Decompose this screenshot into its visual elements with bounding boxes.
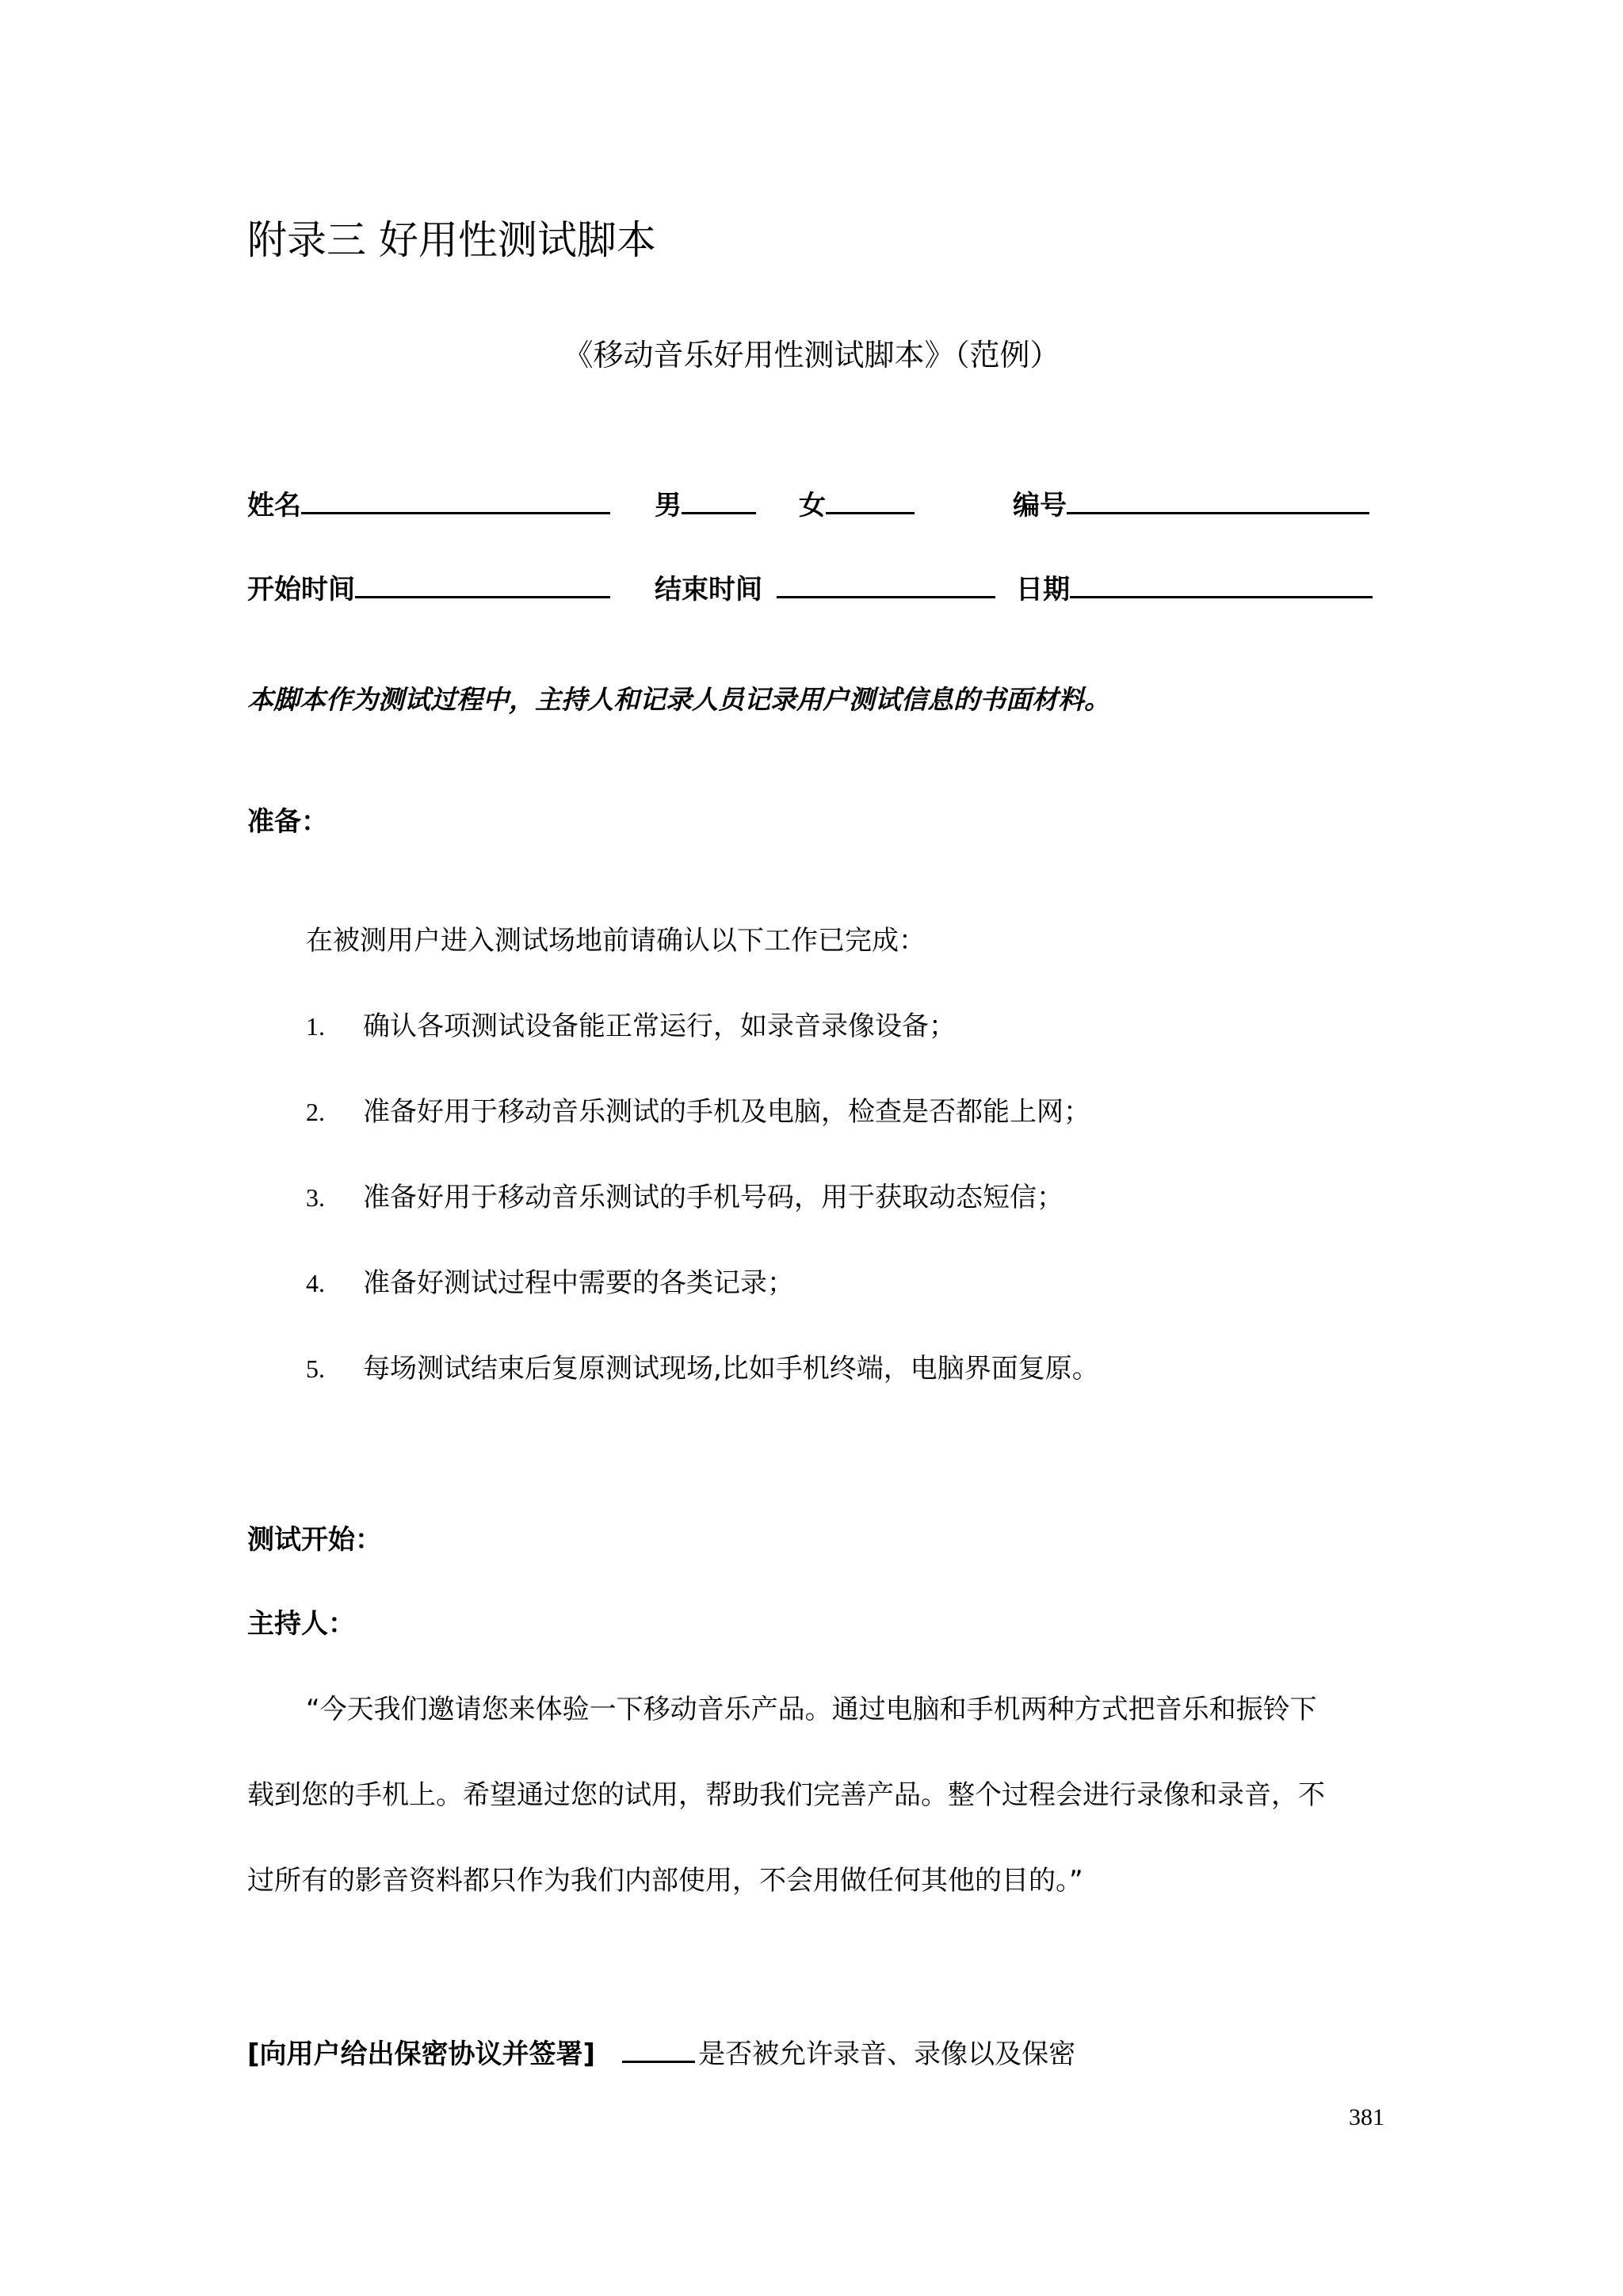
end-time-field <box>655 564 995 609</box>
script-subtitle: 《移动音乐好用性测试脚本》（范例） <box>563 338 1060 372</box>
male-blank[interactable] <box>682 480 756 514</box>
list-number: 3. <box>306 1183 325 1212</box>
id-field <box>1013 480 1369 525</box>
date-field <box>1016 564 1373 609</box>
prep-intro: 在被测用户进入测试场地前请确认以下工作已完成： <box>306 925 926 957</box>
female-blank[interactable] <box>826 480 915 514</box>
list-item: 确认各项测试设备能正常运行，如录音录像设备； <box>363 1010 956 1042</box>
host-script-line: “今天我们邀请您来体验一下移动音乐产品。通过电脑和手机两种方式把音乐和振铃下 <box>306 1694 1317 1725</box>
host-label: 主持人： <box>247 1608 355 1640</box>
list-number: 1. <box>306 1012 325 1041</box>
list-number: 2. <box>306 1098 325 1126</box>
page-title: 附录三 好用性测试脚本 <box>247 217 656 263</box>
list-item: 每场测试结束后复原测试现场,比如手机终端，电脑界面复原。 <box>363 1353 1099 1385</box>
id-label: 编号 <box>1013 490 1067 521</box>
name-label: 姓名 <box>247 490 301 521</box>
agreement-check-text: 是否被允许录音、录像以及保密 <box>698 2038 1076 2070</box>
date-label: 日期 <box>1016 574 1070 606</box>
agreement-row <box>247 2032 1075 2074</box>
name-blank[interactable] <box>301 480 610 514</box>
id-blank[interactable] <box>1067 480 1369 514</box>
date-blank[interactable] <box>1070 564 1373 598</box>
host-script-line: 过所有的影音资料都只作为我们内部使用，不会用做任何其他的目的。” <box>247 1865 1083 1897</box>
start-time-label: 开始时间 <box>247 574 355 606</box>
end-time-blank[interactable] <box>777 564 995 598</box>
list-number: 4. <box>306 1269 325 1297</box>
agreement-action: [向用户给出保密协议并签署] <box>247 2038 596 2070</box>
list-number: 5. <box>306 1354 325 1383</box>
prep-heading: 准备： <box>247 806 328 838</box>
start-time-field <box>247 564 610 609</box>
test-start-heading: 测试开始： <box>247 1524 382 1556</box>
list-item: 准备好测试过程中需要的各类记录； <box>363 1267 794 1299</box>
male-label: 男 <box>655 490 682 521</box>
host-script-line: 载到您的手机上。希望通过您的试用，帮助我们完善产品。整个过程会进行录像和录音，不 <box>247 1779 1325 1811</box>
female-field <box>799 480 915 525</box>
agreement-check-blank[interactable] <box>622 2032 695 2063</box>
script-note: 本脚本作为测试过程中，主持人和记录人员记录用户测试信息的书面材料。 <box>247 684 1110 715</box>
male-field <box>655 480 756 525</box>
page-number: 381 <box>1349 2104 1384 2130</box>
start-time-blank[interactable] <box>355 564 610 598</box>
end-time-label: 结束时间 <box>655 574 762 606</box>
list-item: 准备好用于移动音乐测试的手机号码，用于获取动态短信； <box>363 1182 1064 1213</box>
list-item: 准备好用于移动音乐测试的手机及电脑，检查是否都能上网； <box>363 1096 1090 1128</box>
female-label: 女 <box>799 490 826 521</box>
name-field <box>247 480 610 525</box>
